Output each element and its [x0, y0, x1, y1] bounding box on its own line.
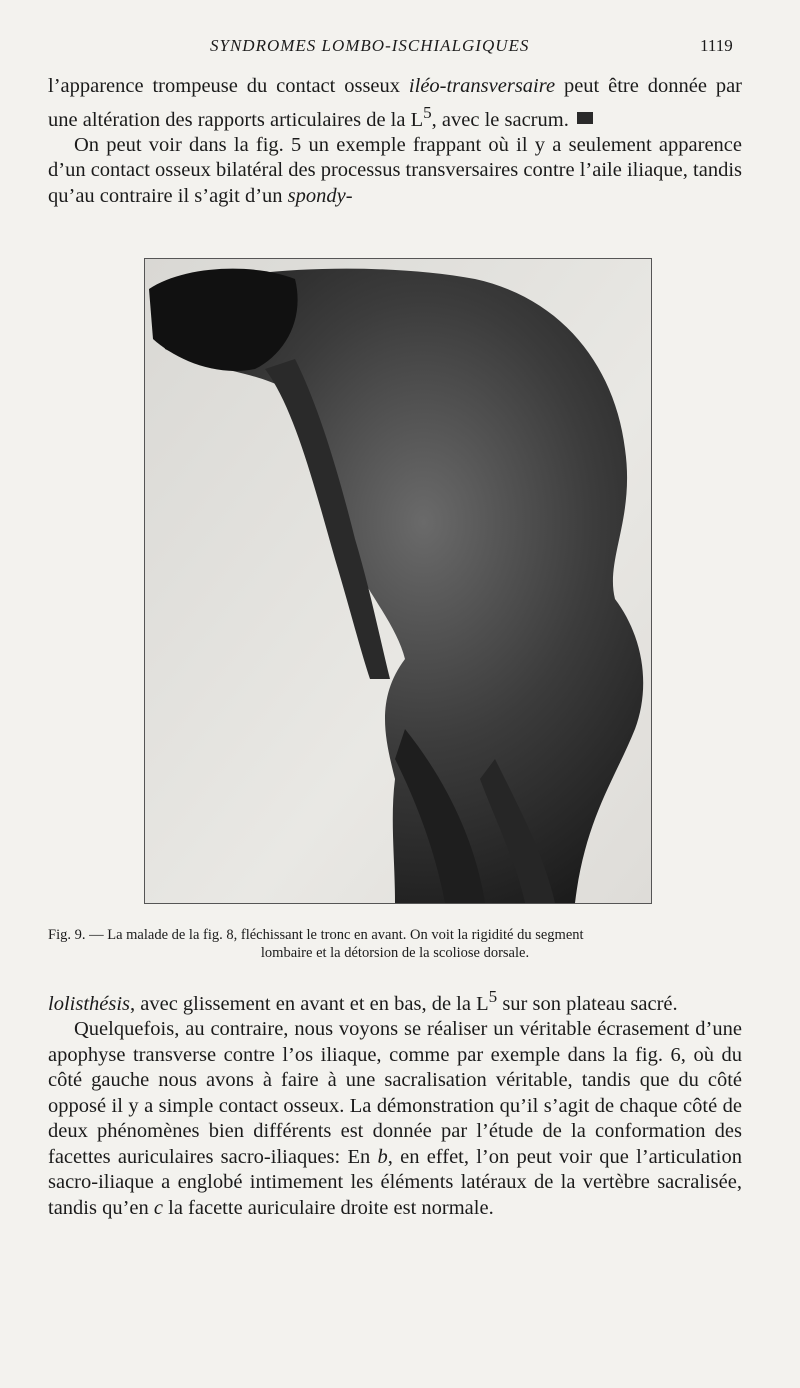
- photograph-illustration: [145, 259, 651, 903]
- text-run: On peut voir dans la fig. 5 un exemple frappant où il y a seulement apparence d’un contact osseux bilatéral des processus transversaires contre l’aile iliaque, tandis qu’au contraire il s’agit d’un: [48, 133, 742, 207]
- body-text-top: [48, 74, 742, 209]
- text-run: sur son plateau sacré.: [497, 992, 678, 1015]
- text-run: Quelquefois, au contraire, nous voyons se réaliser un véritable écrasement d’une apophyse transverse contre l’os iliaque, comme par exemple dans la fig. 6, où du côté gauche nous avons à faire à une sacralisation véritable, tandis que du côté opposé il y a simple contact osseux. La démonstration qu’il s’agit de chaque côté de deux phénomènes bien différents est donnée par l’étude de la conformation des facettes auriculaires sacro-iliaques: En: [48, 1018, 742, 1168]
- text-run: la facette auriculaire droite est normale.: [163, 1196, 494, 1219]
- printer-mark-icon: [577, 112, 593, 124]
- superscript: 5: [488, 987, 498, 1006]
- page-number: 1119: [700, 36, 733, 55]
- text-run: , avec le sacrum.: [431, 108, 569, 131]
- text-run-italic: iléo-transversaire: [408, 75, 556, 97]
- figure-photograph: [144, 258, 652, 904]
- paragraph: [48, 1017, 742, 1221]
- text-run-italic: b: [377, 1145, 388, 1168]
- text-run: , en effet, l’on peut voir que l’articulation sacro-iliaque a englobé intimement les éléments latéraux de la vertèbre sacralisée, tandis qu’en: [48, 1145, 743, 1219]
- running-head: [0, 36, 800, 62]
- paragraph: [48, 133, 742, 210]
- caption-line: Fig. 9. — La malade de la fig. 8, fléchissant le tronc en avant. On voit la rigidité du segment: [48, 927, 584, 943]
- paragraph-continuation: [48, 74, 742, 133]
- paragraph-continuation: [48, 984, 742, 1017]
- text-run-italic: c: [153, 1196, 164, 1219]
- caption-line: lombaire et la détorsion de la scoliose dorsale.: [260, 945, 530, 961]
- figure-caption: [48, 926, 742, 962]
- text-run: peut être donnée par une altération des rapports articulaires de la L: [48, 75, 742, 131]
- text-run-italic: lolisthésis: [48, 992, 131, 1015]
- text-run: l’apparence trompeuse du contact osseux: [48, 75, 409, 97]
- superscript: 5: [423, 102, 432, 122]
- text-run-italic: spondy-: [287, 184, 353, 207]
- running-title: SYNDROMES LOMBO-ISCHIALGIQUES: [210, 36, 530, 55]
- text-run: , avec glissement en avant et en bas, de la L: [130, 992, 489, 1015]
- body-text-bottom: [48, 984, 742, 1221]
